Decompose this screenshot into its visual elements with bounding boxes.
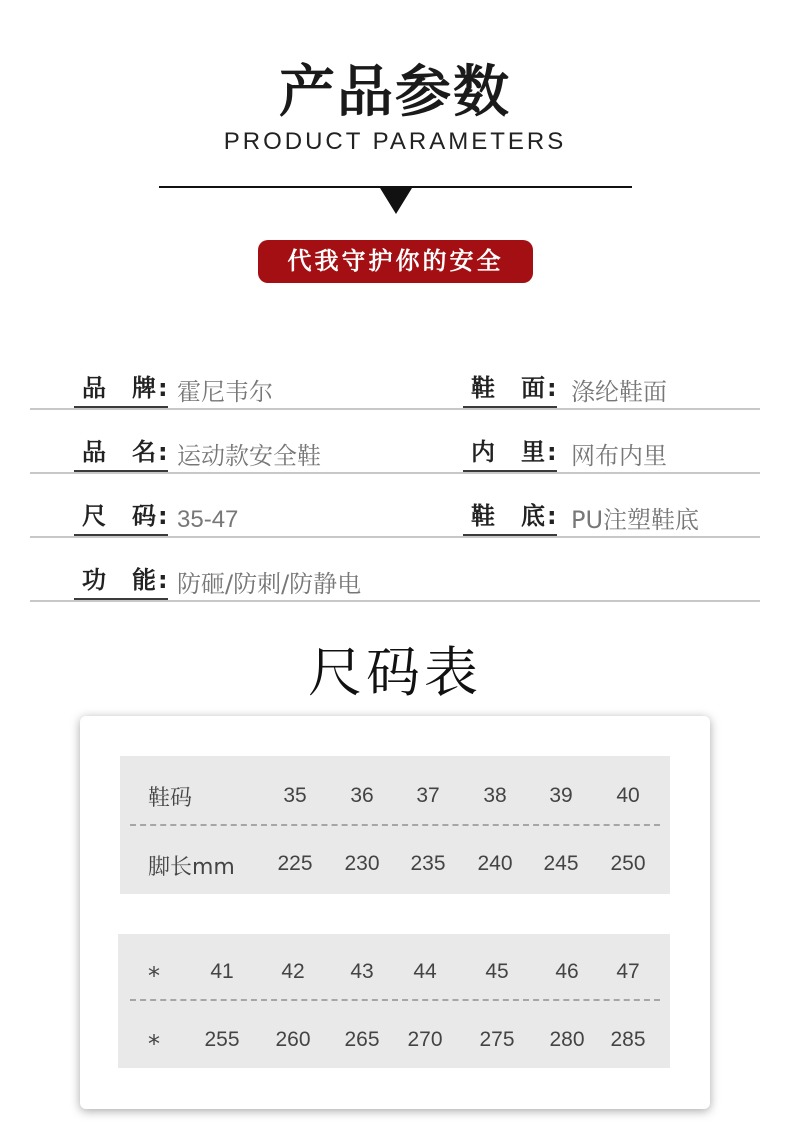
param-key-char: 里: [521, 438, 545, 466]
table-cell: 250: [610, 852, 646, 875]
table-cell: 235: [410, 852, 446, 875]
param-key-char: 品: [82, 374, 106, 402]
param-colon: :: [158, 502, 168, 530]
param-colon: :: [158, 438, 168, 466]
param-colon: :: [547, 438, 557, 466]
param-value-name: 运动款安全鞋: [177, 442, 321, 470]
table-cell: 260: [275, 1028, 311, 1051]
param-value-brand: 霍尼韦尔: [177, 378, 273, 406]
table-cell: 245: [543, 852, 579, 875]
param-value-upper: 涤纶鞋面: [571, 378, 667, 406]
table-divider: [130, 824, 660, 826]
table-cell: 36: [350, 784, 374, 807]
table-cell: 45: [485, 960, 509, 983]
param-key-char: 能: [132, 566, 156, 594]
table-cell: 275: [479, 1028, 515, 1051]
table-cell: 46: [555, 960, 579, 983]
table-cell: 43: [350, 960, 374, 983]
page-subtitle: PRODUCT PARAMETERS: [223, 128, 567, 155]
param-key-sole: [463, 502, 557, 538]
page-title: 产品参数: [279, 60, 511, 125]
table-cell: 265: [344, 1028, 380, 1051]
table-cell: 37: [416, 784, 440, 807]
table-divider: [130, 999, 660, 1001]
row-divider: [30, 472, 760, 474]
param-value-function: 防砸/防刺/防静电: [177, 570, 362, 598]
row-label-size: 鞋码: [148, 786, 193, 811]
param-colon: :: [158, 374, 168, 402]
table-cell: 270: [407, 1028, 443, 1051]
table-cell: 44: [413, 960, 437, 983]
param-colon: :: [158, 566, 168, 594]
param-key-char: 底: [521, 502, 545, 530]
table-cell: 285: [610, 1028, 646, 1051]
row-divider: [30, 408, 760, 410]
param-key-function: [74, 566, 168, 602]
size-chart-title: 尺码表: [308, 641, 482, 704]
table-cell: 230: [344, 852, 380, 875]
param-key-size: [74, 502, 168, 538]
table-cell: 38: [483, 784, 507, 807]
param-key-name: [74, 438, 168, 474]
table-cell: 255: [204, 1028, 240, 1051]
param-key-char: 鞋: [471, 374, 495, 402]
param-colon: :: [547, 374, 557, 402]
param-value-sole: PU注塑鞋底: [571, 506, 700, 534]
triangle-down-icon: [380, 188, 412, 214]
param-key-brand: [74, 374, 168, 410]
param-key-upper: [463, 374, 557, 410]
table-cell: 240: [477, 852, 513, 875]
row-label-length: 脚长mm: [148, 855, 235, 880]
param-key-lining: [463, 438, 557, 474]
param-key-char: 品: [82, 438, 106, 466]
row-divider: [30, 536, 760, 538]
row-label-length: *: [148, 1030, 160, 1058]
param-colon: :: [547, 502, 557, 530]
table-cell: 39: [549, 784, 573, 807]
table-cell: 41: [210, 960, 234, 983]
param-value-lining: 网布内里: [571, 442, 667, 470]
row-label-size: *: [148, 962, 160, 990]
table-cell: 225: [277, 852, 313, 875]
param-key-char: 码: [132, 502, 156, 530]
param-key-char: 鞋: [471, 502, 495, 530]
param-value-size: 35-47: [177, 506, 239, 533]
table-cell: 47: [616, 960, 640, 983]
slogan-badge: 代我守护你的安全: [258, 240, 533, 283]
table-cell: 35: [283, 784, 307, 807]
param-key-char: 牌: [132, 374, 156, 402]
table-cell: 40: [616, 784, 640, 807]
param-key-char: 名: [132, 438, 156, 466]
table-cell: 280: [549, 1028, 585, 1051]
row-divider: [30, 600, 760, 602]
param-key-char: 功: [82, 566, 106, 594]
table-cell: 42: [281, 960, 305, 983]
param-key-char: 面: [521, 374, 545, 402]
param-key-char: 尺: [82, 502, 106, 530]
param-key-char: 内: [471, 438, 495, 466]
